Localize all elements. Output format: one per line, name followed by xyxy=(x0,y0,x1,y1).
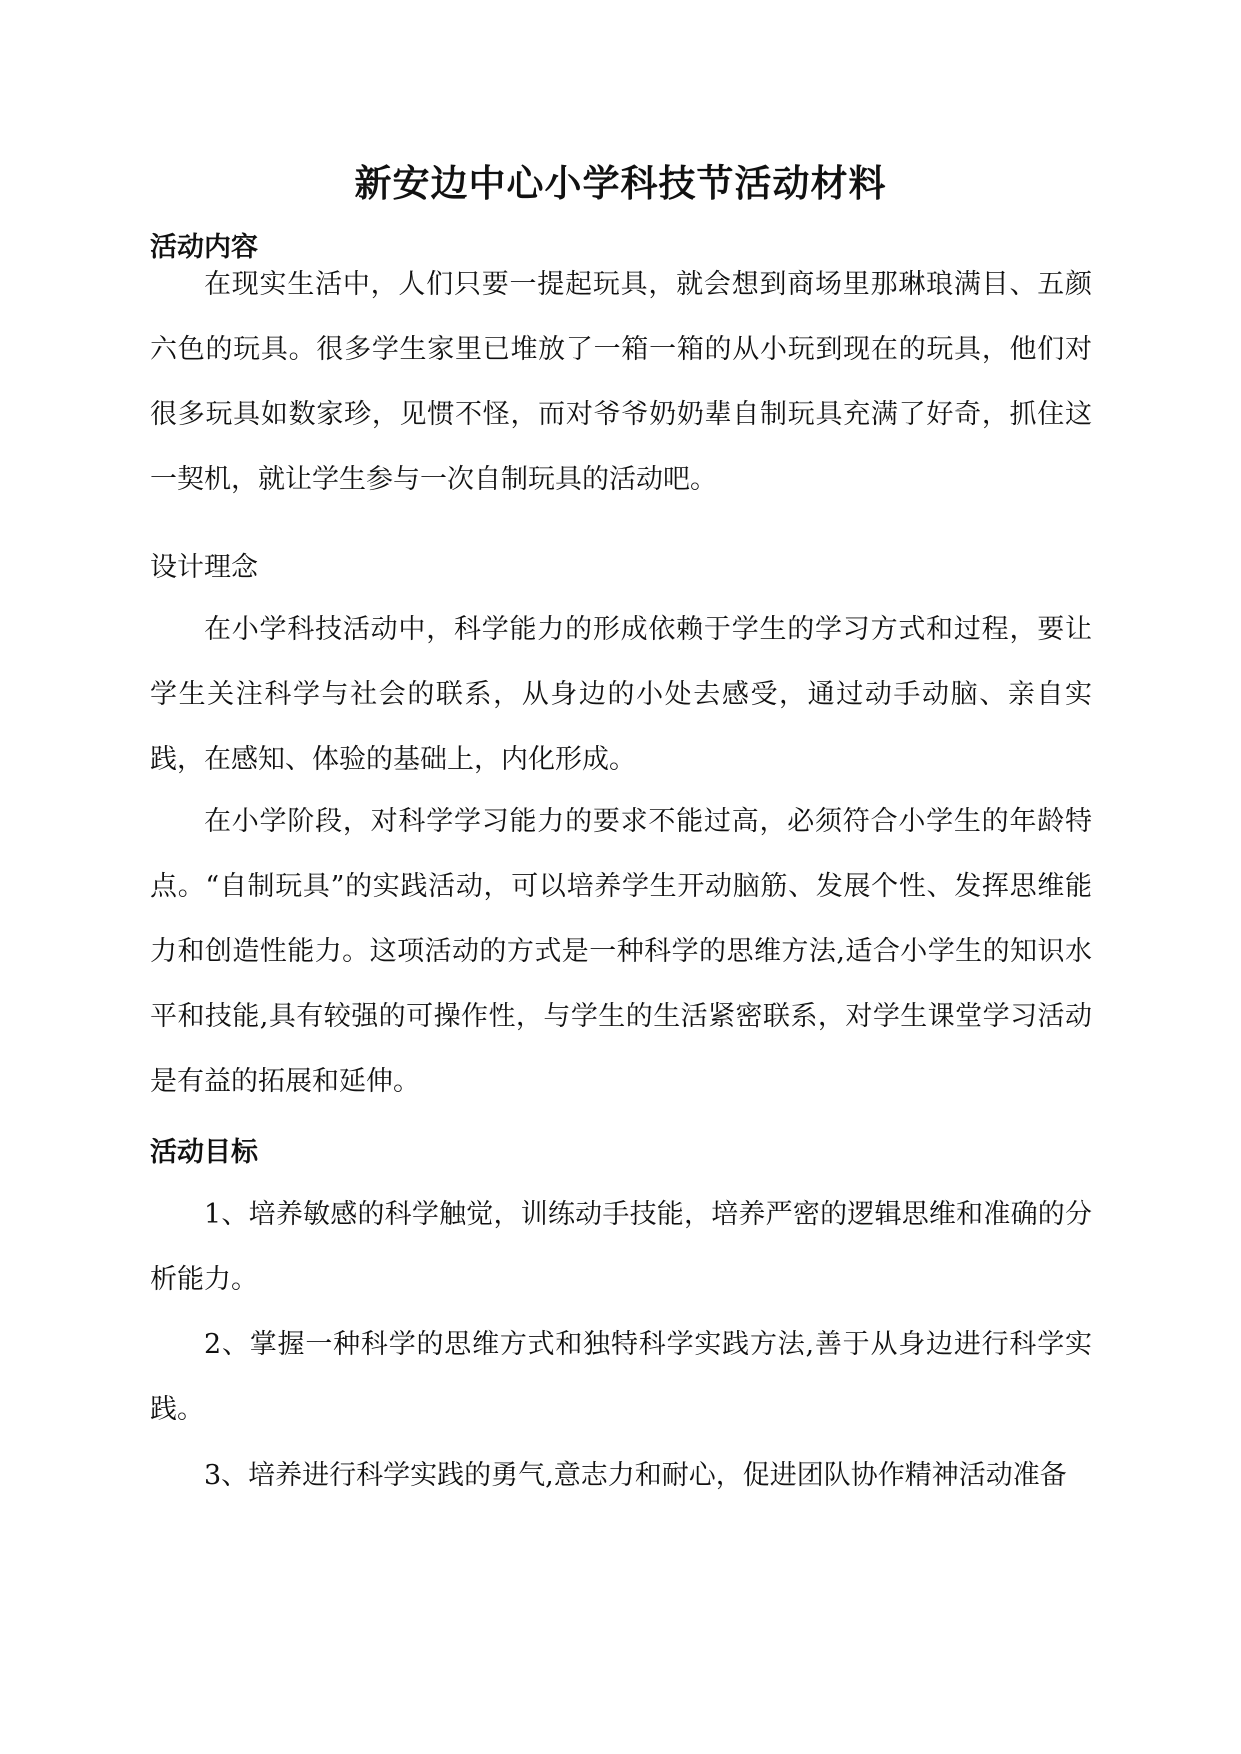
goal-item-3: 3、培养进行科学实践的勇气,意志力和耐心，促进团队协作精神活动准备 xyxy=(204,1460,1067,1491)
paragraph-design-concept-2: 在小学阶段，对科学学习能力的要求不能过高，必须符合小学生的年龄特点。“自制玩具”的实践活动，可以培养学生开动脑筋、发展个性、发挥思维能力和创造性能力。这项活动的方式是一种科学的思维方法,适合小学生的知识水平和技能,具有较强的可操作性，与学生的生活紧密联系，对学生课堂学习活动是有益的拓展和延伸。 xyxy=(150,806,1092,1097)
paragraph-activity-content: 在现实生活中，人们只要一提起玩具，就会想到商场里那琳琅满目、五颜六色的玩具。很多学生家里已堆放了一箱一箱的从小玩到现在的玩具，他们对很多玩具如数家珍，见惯不怪，而对爷爷奶奶辈自制玩具充满了好奇，抓住这一契机，就让学生参与一次自制玩具的活动吧。 xyxy=(150,269,1092,495)
goal-item-1: 1、培养敏感的科学触觉，训练动手技能，培养严密的逻辑思维和准确的分析能力。 xyxy=(150,1199,1092,1295)
paragraph-design-concept-1: 在小学科技活动中，科学能力的形成依赖于学生的学习方式和过程，要让学生关注科学与社会的联系，从身边的小处去感受，通过动手动脑、亲自实践，在感知、体验的基础上，内化形成。 xyxy=(150,614,1092,775)
section-heading-design-concept: 设计理念 xyxy=(150,552,258,583)
section-heading-activity-content: 活动内容 xyxy=(150,232,258,263)
section-heading-activity-goals: 活动目标 xyxy=(150,1137,258,1168)
goal-item-2: 2、掌握一种科学的思维方式和独特科学实践方法,善于从身边进行科学实践。 xyxy=(150,1329,1092,1425)
document-title: 新安边中心小学科技节活动材料 xyxy=(354,161,887,205)
